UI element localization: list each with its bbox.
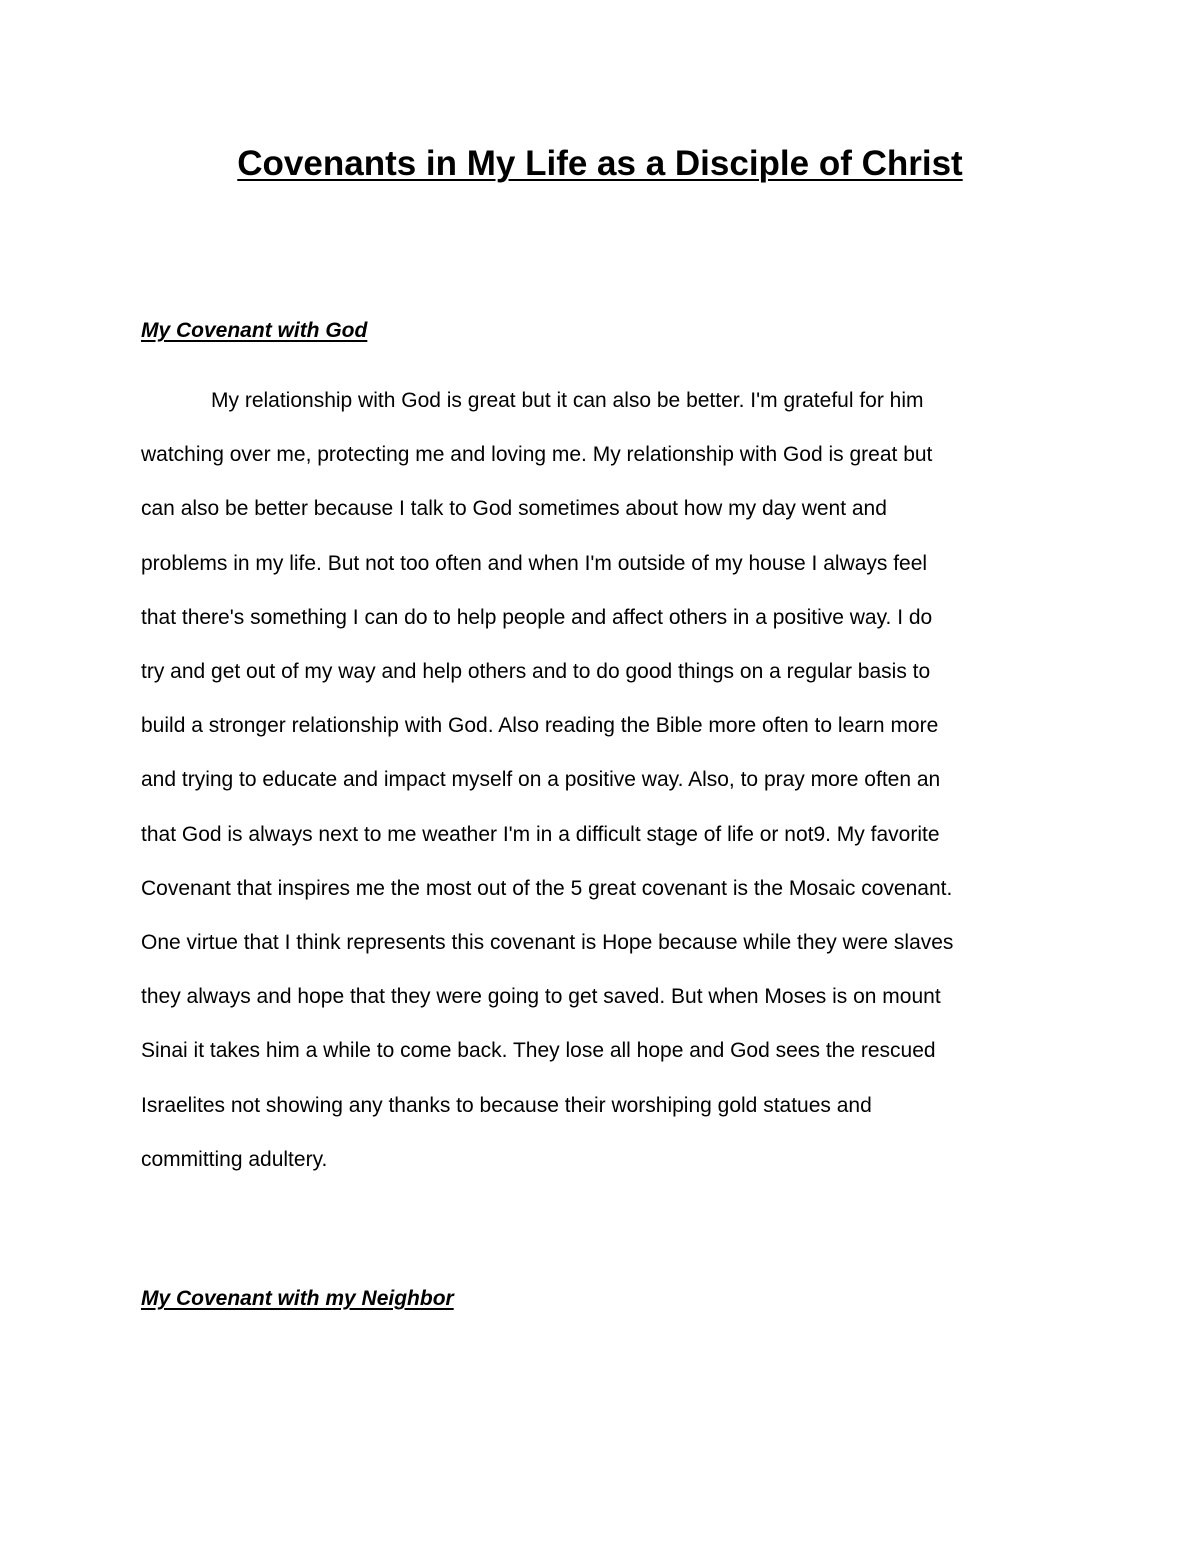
paragraph-line: My relationship with God is great but it can also be better. I'm grateful for him — [211, 389, 924, 412]
paragraph-line: problems in my life. But not too often and when I'm outside of my house I always feel — [141, 551, 928, 575]
section-body-god — [141, 374, 1081, 1187]
paragraph-line: that God is always next to me weather I'm in a difficult stage of life or not9. My favorite — [141, 822, 940, 846]
paragraph-line: One virtue that I think represents this covenant is Hope because while they were slaves — [141, 931, 954, 955]
paragraph-line: watching over me, protecting me and loving me. My relationship with God is great but — [141, 443, 933, 467]
paragraph-line: can also be better because I talk to God sometimes about how my day went and — [141, 497, 887, 521]
document-title: Covenants in My Life as a Disciple of Christ — [237, 144, 963, 183]
paragraph-line: that there's something I can do to help people and affect others in a positive way. I do — [141, 605, 933, 629]
section-heading-neighbor: My Covenant with my Neighbor — [141, 1287, 454, 1310]
paragraph-line: Covenant that inspires me the most out of the 5 great covenant is the Mosaic covenant. — [141, 876, 953, 900]
paragraph-line: Israelites not showing any thanks to because their worshiping gold statues and — [141, 1093, 872, 1117]
paragraph-line: Sinai it takes him a while to come back. They lose all hope and God sees the rescued — [141, 1039, 936, 1063]
paragraph-line: they always and hope that they were going to get saved. But when Moses is on mount — [141, 985, 941, 1009]
paragraph-line: build a stronger relationship with God. Also reading the Bible more often to learn more — [141, 714, 939, 738]
paragraph-line: and trying to educate and impact myself on a positive way. Also, to pray more often an — [141, 768, 941, 792]
paragraph-line: try and get out of my way and help others and to do good things on a regular basis to — [141, 660, 931, 684]
paragraph-line: committing adultery. — [141, 1147, 328, 1171]
section-heading-god: My Covenant with God — [141, 319, 368, 342]
